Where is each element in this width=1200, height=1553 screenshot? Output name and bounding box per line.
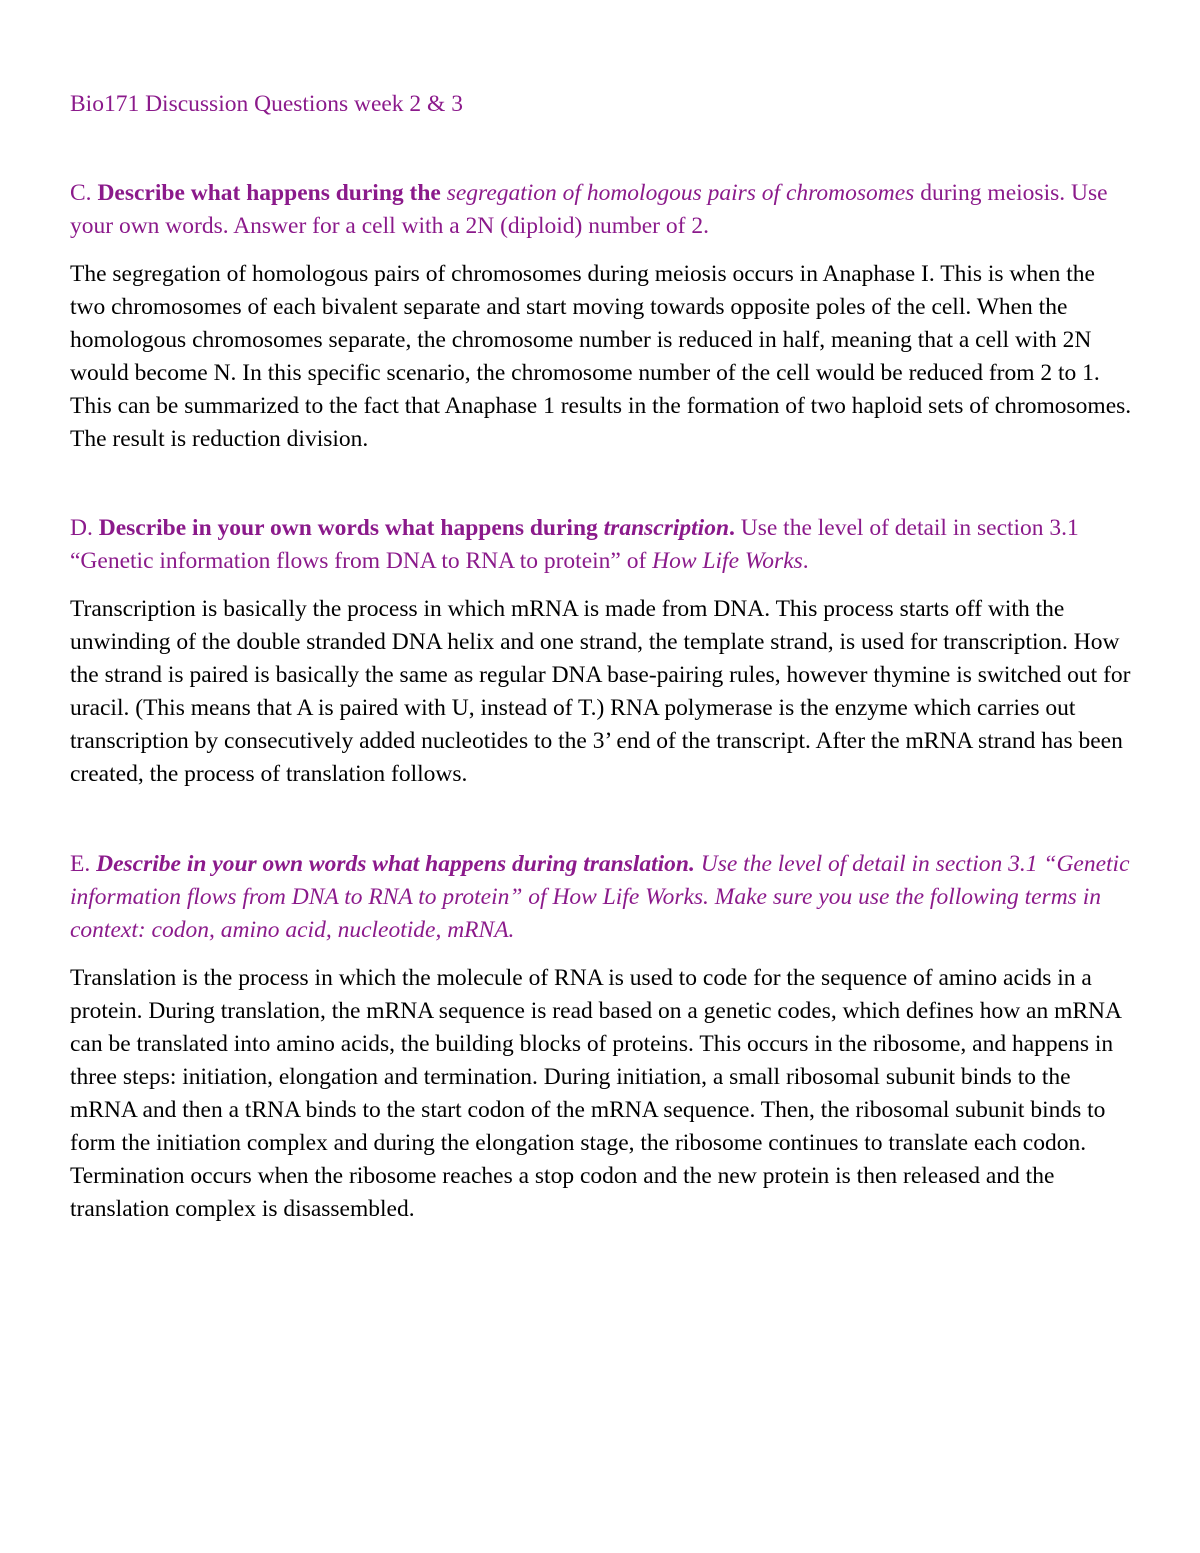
question-c-prompt-italic: segregation of homologous pairs of chromosomes bbox=[446, 180, 915, 206]
document-page bbox=[70, 88, 1135, 1226]
question-d-prompt-rest: Use the level of detail in section 3.1 “Genetic information flows from DNA to RNA to protein” of bbox=[70, 515, 1079, 574]
question-e-prompt-bold-italic: Describe in your own words what happens during translation. bbox=[96, 851, 695, 877]
question-e-section bbox=[70, 848, 1135, 1226]
question-c-letter: C. bbox=[70, 180, 92, 206]
question-d-prompt-bold: Describe in your own words what happens during bbox=[98, 515, 598, 541]
question-d-book-title: How Life Works bbox=[652, 548, 803, 574]
question-d-answer: Transcription is basically the process in which mRNA is made from DNA. This process starts off with the unwinding of the double stranded DNA helix and one strand, the template strand, is used for transcription. How the strand is paired is basically the same as regular DNA base-pairing rules, however thymine is switched out for uracil. (This means that A is paired with U, instead of T.) RNA polymerase is the enzyme which carries out transcription by consecutively added nucleotides to the 3’ end of the transcript. After the mRNA strand has been created, the process of translation follows. bbox=[70, 596, 1131, 787]
question-c-prompt bbox=[70, 177, 1135, 243]
question-e-prompt-italic: Use the level of detail in section 3.1 “Genetic information flows from DNA to RNA to protein” of How Life Works. Make sure you use the following terms in context: codon, amino acid, nucleotide, mRNA. bbox=[70, 851, 1130, 943]
question-d-prompt bbox=[70, 512, 1135, 578]
question-e-prompt bbox=[70, 848, 1135, 947]
question-d-section bbox=[70, 512, 1135, 791]
question-d-prompt-keyword: transcription bbox=[603, 515, 730, 541]
question-c-prompt-rest: during meiosis. Use your own words. Answer for a cell with a 2N (diploid) number of 2. bbox=[70, 180, 1108, 239]
document-title: Bio171 Discussion Questions week 2 & 3 bbox=[70, 91, 463, 117]
question-d-prompt-end: . bbox=[802, 548, 809, 574]
question-e-answer: Translation is the process in which the molecule of RNA is used to code for the sequence of amino acids in a protein. During translation, the mRNA sequence is read based on a genetic codes, which defines how an mRNA can be translated into amino acids, the building blocks of proteins. This occurs in the ribosome, and happens in three steps: initiation, elongation and termination. During initiation, a small ribosomal subunit binds to the mRNA and then a tRNA binds to the start codon of the mRNA sequence. Then, the ribosomal subunit binds to form the initiation complex and during the elongation stage, the ribosome continues to translate each codon. Termination occurs when the ribosome reaches a stop codon and the new protein is then released and the translation complex is disassembled. bbox=[70, 965, 1121, 1222]
question-e-letter: E. bbox=[70, 851, 91, 877]
question-c-section bbox=[70, 177, 1135, 456]
question-d-letter: D. bbox=[70, 515, 93, 541]
question-c-prompt-bold: Describe what happens during the bbox=[97, 180, 441, 206]
question-c-answer: The segregation of homologous pairs of chromosomes during meiosis occurs in Anaphase I. This is when the two chromosomes of each bivalent separate and start moving towards opposite poles of the cell. When the homologous chromosomes separate, the chromosome number is reduced in half, meaning that a cell with 2N would become N. In this specific scenario, the chromosome number of the cell would be reduced from 2 to 1. This can be summarized to the fact that Anaphase 1 results in the formation of two haploid sets of chromosomes. The result is reduction division. bbox=[70, 261, 1132, 452]
question-d-prompt-bold-end: . bbox=[729, 515, 735, 541]
